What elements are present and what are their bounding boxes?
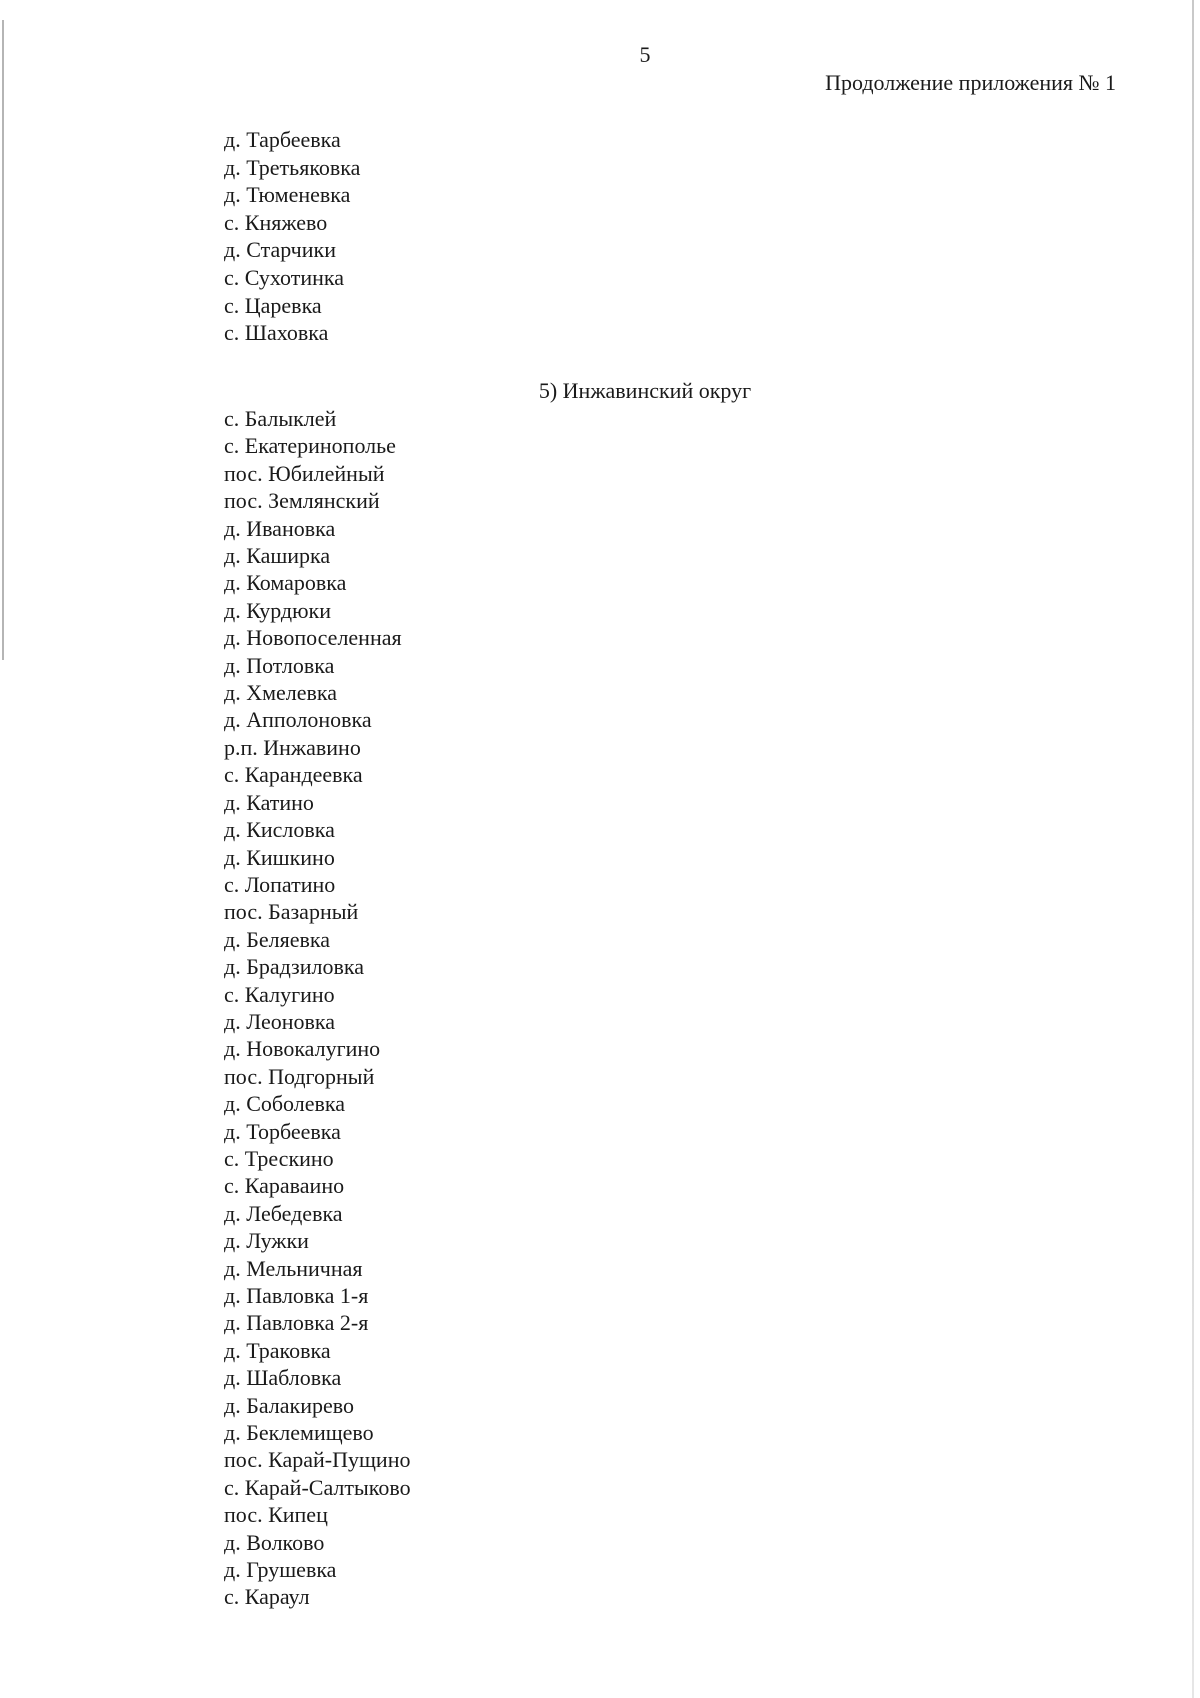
running-header: Продолжение приложения № 1 — [825, 70, 1116, 95]
list-item: д. Торбеевка — [224, 1118, 341, 1144]
list-item: р.п. Инжавино — [224, 734, 361, 760]
list-item: с. Шаховка — [224, 320, 329, 346]
list-item: с. Екатеринополье — [224, 433, 396, 459]
list-item: д. Хмелевка — [224, 680, 338, 706]
list-item: д. Шабловка — [224, 1365, 342, 1391]
scan-edge-right — [1192, 0, 1194, 1698]
list-item: д. Тюменевка — [224, 182, 351, 208]
list-item: д. Тарбеевка — [224, 127, 341, 152]
list-item: с. Караул — [224, 1584, 310, 1610]
list-item: с. Карай-Салтыково — [224, 1474, 411, 1500]
list-item: с. Царевка — [224, 292, 322, 318]
list-item: д. Леоновка — [224, 1008, 336, 1034]
list-item: д. Новопоселенная — [224, 625, 402, 651]
list-item: с. Калугино — [224, 981, 335, 1007]
list-item: с. Балыклей — [224, 406, 337, 431]
list-item: д. Мельничная — [224, 1255, 363, 1281]
list-item: с. Трескино — [224, 1145, 334, 1171]
list-item: д. Павловка 2-я — [224, 1310, 369, 1336]
list-item: с. Княжево — [224, 209, 328, 235]
list-item: д. Беляевка — [224, 926, 330, 952]
list-item: д. Кишкино — [224, 844, 335, 870]
list-item: д. Лужки — [224, 1228, 309, 1254]
list-item: пос. Кипец — [224, 1502, 328, 1528]
settlement-list-continued — [224, 126, 360, 347]
list-item: пос. Землянский — [224, 488, 380, 514]
list-item: д. Балакирево — [224, 1392, 354, 1418]
list-item: д. Апполоновка — [224, 707, 372, 733]
list-item: д. Кисловка — [224, 817, 335, 843]
list-item: д. Новокалугино — [224, 1036, 381, 1062]
list-item: д. Комаровка — [224, 570, 347, 596]
list-item: с. Карандеевка — [224, 762, 363, 788]
list-item: д. Соболевка — [224, 1091, 346, 1117]
list-item: д. Катино — [224, 789, 314, 815]
list-item: пос. Базарный — [224, 899, 359, 925]
list-item: д. Траковка — [224, 1337, 331, 1363]
list-item: д. Третьяковка — [224, 154, 361, 180]
section-heading: 5) Инжавинский округ — [538, 378, 752, 403]
list-item: пос. Подгорный — [224, 1063, 375, 1089]
list-item: д. Грушевка — [224, 1557, 337, 1583]
list-item: д. Беклемищево — [224, 1420, 374, 1446]
scan-edge-left — [2, 20, 4, 660]
settlement-list-inzhavinsky — [224, 405, 411, 1611]
list-item: пос. Юбилейный — [224, 460, 385, 486]
page-number: 5 — [639, 42, 651, 67]
list-item: д. Каширка — [224, 543, 331, 569]
list-item: д. Павловка 1-я — [224, 1283, 369, 1308]
list-item: пос. Карай-Пущино — [224, 1447, 411, 1473]
list-item: д. Лебедевка — [224, 1200, 343, 1226]
list-item: д. Брадзиловка — [224, 954, 365, 980]
list-item: с. Сухотинка — [224, 264, 345, 290]
list-item: д. Старчики — [224, 237, 336, 263]
list-item: с. Караваино — [224, 1173, 345, 1199]
list-item: с. Лопатино — [224, 871, 336, 897]
list-item: д. Ивановка — [224, 515, 336, 541]
list-item: д. Курдюки — [224, 597, 332, 623]
list-item: д. Потловка — [224, 652, 335, 678]
list-item: д. Волково — [224, 1529, 325, 1555]
